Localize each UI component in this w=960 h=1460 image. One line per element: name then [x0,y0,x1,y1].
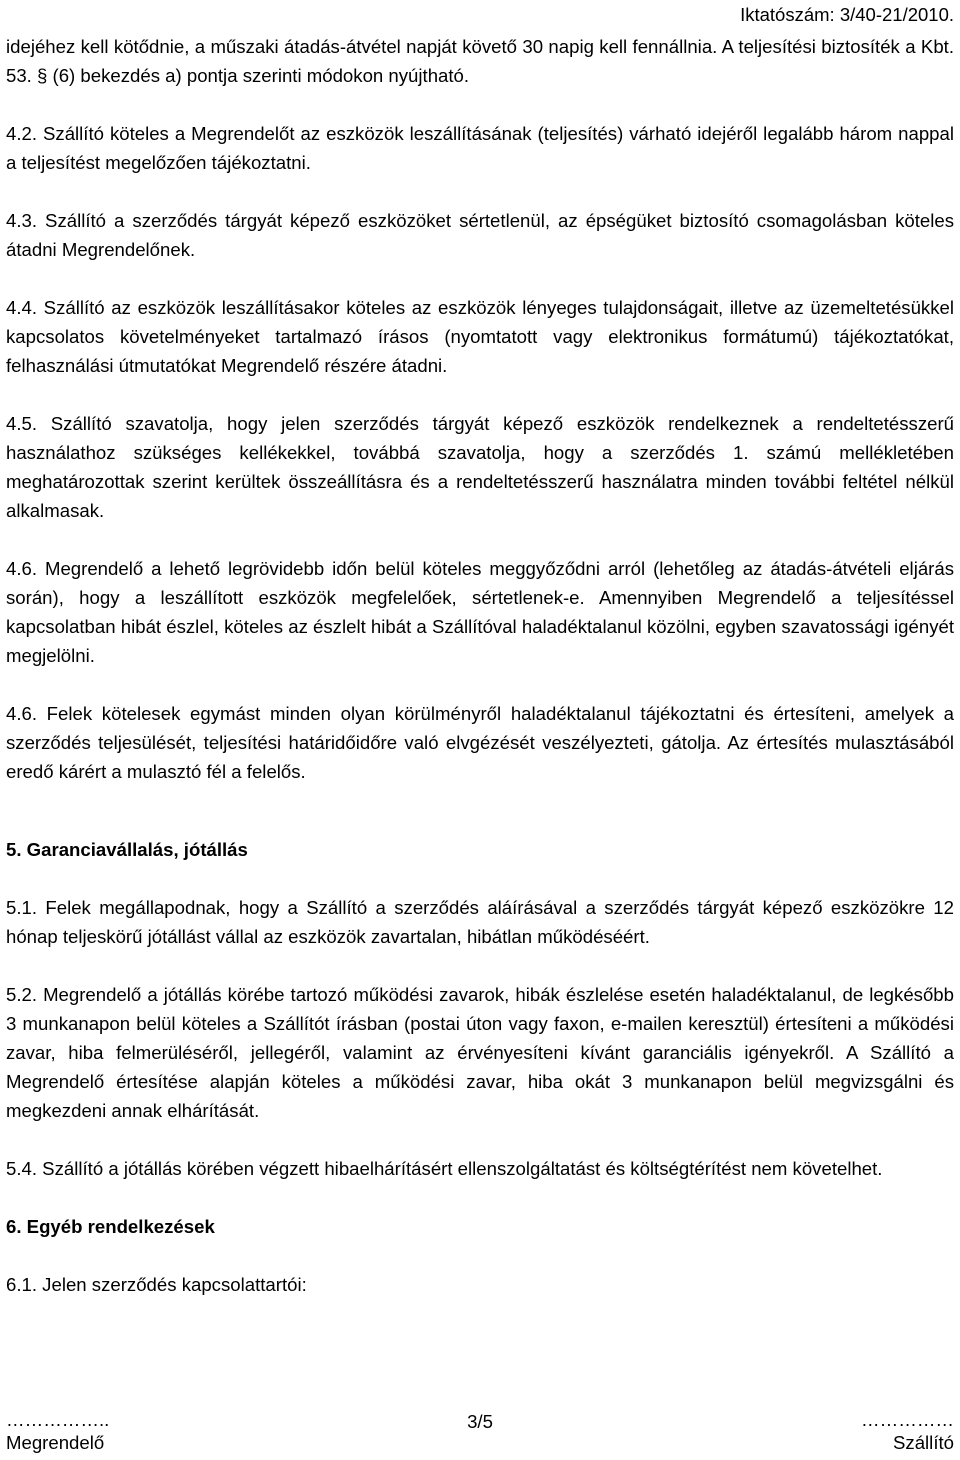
signature-label-left: Megrendelő [6,1432,105,1453]
paragraph-4-6-a: 4.6. Megrendelő a lehető legrövidebb időn belül köteles meggyőződni arról (lehetőleg az átadás-átvételi eljárás során), hogy a leszállított eszközök megfelelőek, sértetlenek-e. Amennyiben Megrendelő a teljesítéssel kapcsolatban hibát észlel, köteles az észlelt hibát a Szállítóval haladéktalanul közölni, egyben szavatossági igényét megjelölni. [6,558,954,666]
page-footer [6,1408,954,1458]
document-body [6,32,954,1299]
paragraph-4-5: 4.5. Szállító szavatolja, hogy jelen szerződés tárgyát képező eszközök rendelkeznek a rendeltetésszerű használathoz szükséges kellékekkel, továbbá szavatolja, hogy a szerződés 1. számú mellékletében meghatározottak szerint kerültek összeállításra és a rendeltetésszerű használatra minden további feltétel nélkül alkalmasak. [6,413,954,521]
paragraph-4-6-b: 4.6. Felek kötelesek egymást minden olyan körülményről haladéktalanul tájékoztatni és értesíteni, amelyek a szerződés teljesülését, teljesítési határidőidőre való elvgézését veszélyezteti, gátolja. Az értesítés mulasztásából eredő kárért a mulasztó fél a felelős. [6,703,954,782]
section-heading-6: 6. Egyéb rendelkezések [6,1216,215,1237]
paragraph-4-3: 4.3. Szállító a szerződés tárgyát képező eszközöket sértetlenül, az épségüket biztosító csomagolásban köteles átadni Megrendelőnek. [6,210,954,260]
paragraph-6-1: 6.1. Jelen szerződés kapcsolattartói: [6,1274,307,1295]
page-number: 3/5 [467,1411,493,1432]
signature-label-right: Szállító [893,1432,954,1453]
signature-dots-right: …………… [861,1409,954,1430]
footer-signature-szallito [861,1408,954,1454]
paragraph-5-1: 5.1. Felek megállapodnak, hogy a Szállító a szerződés aláírásával a szerződés tárgyát képező eszközökre 12 hónap teljeskörű jótállást vállal az eszközök zavartalan, hibátlan működéséért. [6,897,954,947]
paragraph-5-2: 5.2. Megrendelő a jótállás körébe tartozó működési zavarok, hibák észlelése esetén haladéktalanul, de legkésőbb 3 munkanapon belül köteles a Szállítót írásban (postai úton vagy faxon, e-mailen keresztül) értesíteni a működési zavar, hiba felmerüléséről, jellegéről, valamint az érvényesíteni kívánt garanciális igényekről. A Szállító a Megrendelő értesítése alapján köteles a működési zavar, hiba okát 3 munkanapon belül megvizsgálni és megkezdeni annak elhárítását. [6,984,954,1121]
section-heading-5: 5. Garanciavállalás, jótállás [6,839,248,860]
document-number: Iktatószám: 3/40-21/2010. [740,4,954,25]
paragraph-continuation: idejéhez kell kötődnie, a műszaki átadás-átvétel napját követő 30 napig kell fennállnia. A teljesítési biztosíték a Kbt. 53. § (6) bekezdés a) pontja szerinti módokon nyújtható. [6,36,954,86]
paragraph-4-2: 4.2. Szállító köteles a Megrendelőt az eszközök leszállításának (teljesítés) várható idejéről legalább három nappal a teljesítést megelőzően tájékoztatni. [6,123,954,173]
signature-dots-left: …………….. [6,1409,110,1430]
paragraph-4-4: 4.4. Szállító az eszközök leszállításakor köteles az eszközök lényeges tulajdonságait, illetve az üzemeltetésükkel kapcsolatos követelményeket tartalmazó írásos (nyomtatott vagy elektronikus formátumú) tájékoztatókat, felhasználási útmutatókat Megrendelő részére átadni. [6,297,954,376]
paragraph-5-4: 5.4. Szállító a jótállás körében végzett hibaelhárításért ellenszolgáltatást és költségtérítést nem követelhet. [6,1158,883,1179]
